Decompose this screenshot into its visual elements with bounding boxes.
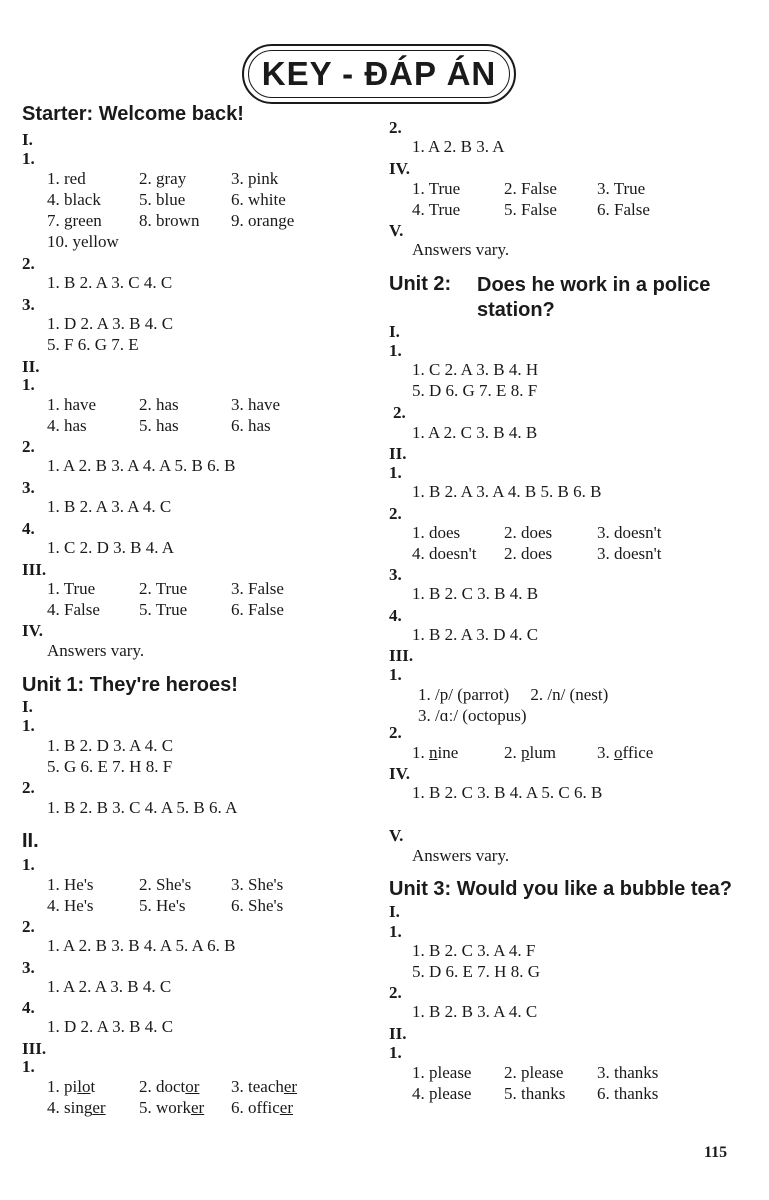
title-frame-inner bbox=[248, 50, 510, 98]
answer: 6. False bbox=[597, 200, 650, 219]
answer-line: 1. B 2. A 3. C 4. C bbox=[47, 273, 173, 292]
answer: 7. green bbox=[47, 211, 102, 230]
answer: 2. does bbox=[504, 544, 553, 563]
exercise-label: 1. bbox=[22, 149, 35, 168]
roman-label: I. bbox=[389, 322, 400, 341]
answer-line: 1. B 2. A 3. A 4. B 5. B 6. B bbox=[412, 482, 602, 501]
exercise-label: 3. bbox=[22, 295, 35, 314]
exercise-label: 1. bbox=[22, 855, 35, 874]
answer: 5. worker bbox=[139, 1098, 205, 1117]
answer: 5. has bbox=[139, 416, 179, 435]
answer-line: 3. /ɑː/ (octopus) bbox=[418, 706, 527, 725]
roman-label: III. bbox=[389, 646, 414, 665]
answer: 6. thanks bbox=[597, 1084, 659, 1103]
answer-line: 1. C 2. D 3. B 4. A bbox=[47, 538, 175, 557]
answer-line: 5. D 6. G 7. E 8. F bbox=[412, 381, 538, 400]
answer-line: 1. B 2. C 3. B 4. A 5. C 6. B bbox=[412, 783, 603, 802]
exercise-label: 2. bbox=[389, 983, 402, 1002]
roman-label: IV. bbox=[389, 764, 410, 783]
answer: 6. white bbox=[231, 190, 286, 209]
answer: 6. She's bbox=[231, 896, 284, 915]
answer-line: 1. A 2. B 3. B 4. A 5. A 6. B bbox=[47, 936, 236, 955]
exercise-label: 2. bbox=[22, 778, 35, 797]
exercise-label: 4. bbox=[22, 519, 35, 538]
answer-line: 5. F 6. G 7. E bbox=[47, 335, 139, 354]
answer: 10. yellow bbox=[47, 232, 119, 251]
answer: 3. teacher bbox=[231, 1077, 298, 1096]
exercise-label: 2. bbox=[389, 504, 402, 523]
answer: 1. He's bbox=[47, 875, 94, 894]
answer-line: 1. B 2. A 3. A 4. C bbox=[47, 497, 172, 516]
exercise-label: 3. bbox=[22, 958, 35, 977]
section-heading-unit-2-prefix: Unit 2: bbox=[389, 273, 452, 295]
exercise-label: 1. bbox=[22, 1057, 35, 1076]
answer: 2. doctor bbox=[139, 1077, 200, 1096]
answer: 1. True bbox=[412, 179, 461, 198]
section-heading-unit-1: Unit 1: They're heroes! bbox=[22, 674, 238, 696]
exercise-label: 1. bbox=[389, 922, 402, 941]
answer: 5. True bbox=[139, 600, 188, 619]
exercise-label: 1. bbox=[22, 716, 35, 735]
answer: 3. thanks bbox=[597, 1063, 659, 1082]
answer: 3. doesn't bbox=[597, 523, 662, 542]
answer-line: 1. C 2. A 3. B 4. H bbox=[412, 360, 539, 379]
answer: 1. pilot bbox=[47, 1077, 96, 1096]
answer: 4. doesn't bbox=[412, 544, 477, 563]
title-frame bbox=[242, 44, 516, 104]
exercise-label: 1. bbox=[389, 341, 402, 360]
answer-line: 1. A 2. A 3. B 4. C bbox=[47, 977, 172, 996]
answer: 2. has bbox=[139, 395, 179, 414]
answer-line: 1. A 2. B 3. A bbox=[412, 137, 505, 156]
answer: 3. True bbox=[597, 179, 646, 198]
roman-label: II. bbox=[389, 444, 407, 463]
answer: 4. He's bbox=[47, 896, 94, 915]
answer-line: 5. G 6. E 7. H 8. F bbox=[47, 757, 173, 776]
roman-label: I. bbox=[389, 902, 400, 921]
exercise-label: 1. bbox=[389, 1043, 402, 1062]
roman-label: IV. bbox=[389, 159, 410, 178]
exercise-label: 2. bbox=[22, 254, 35, 273]
answer: 2. False bbox=[504, 179, 557, 198]
answer-line: 1. B 2. C 3. B 4. B bbox=[412, 584, 539, 603]
answer: 8. brown bbox=[139, 211, 200, 230]
roman-label: II. bbox=[22, 357, 40, 376]
page-title: KEY - ĐÁP ÁN bbox=[261, 55, 497, 92]
roman-label: III. bbox=[22, 1039, 47, 1058]
page-number: 115 bbox=[704, 1144, 728, 1161]
answer: 5. blue bbox=[139, 190, 186, 209]
answer: 4. False bbox=[47, 600, 100, 619]
answer: 3. She's bbox=[231, 875, 284, 894]
answer: 3. pink bbox=[231, 169, 279, 188]
exercise-label: 2. bbox=[389, 723, 402, 742]
exercise-label: 4. bbox=[22, 998, 35, 1017]
answer: 1. red bbox=[47, 169, 86, 188]
answer: 4. singer bbox=[47, 1098, 106, 1117]
answer-line: 1. A 2. C 3. B 4. B bbox=[412, 423, 538, 442]
answer-line: 1. /p/ (parrot) 2. /n/ (nest) bbox=[418, 685, 609, 704]
roman-label: II. bbox=[389, 1024, 407, 1043]
section-heading-unit-2-title: Does he work in a police station? bbox=[477, 274, 711, 321]
exercise-label: 2. bbox=[22, 917, 35, 936]
answer: 1. have bbox=[47, 395, 97, 414]
answer: 9. orange bbox=[231, 211, 295, 230]
exercise-label: 2. bbox=[22, 437, 35, 456]
roman-label: I. bbox=[22, 130, 33, 149]
roman-label: III. bbox=[22, 560, 47, 579]
answer: 2. True bbox=[139, 579, 188, 598]
answer: 3. False bbox=[231, 579, 284, 598]
answer: 3. office bbox=[597, 743, 654, 762]
exercise-label: 1. bbox=[389, 463, 402, 482]
answer: 2. plum bbox=[504, 743, 556, 762]
answer: 1. does bbox=[412, 523, 461, 542]
exercise-label: 3. bbox=[389, 565, 402, 584]
answer: 4. black bbox=[47, 190, 101, 209]
roman-label: V. bbox=[389, 826, 404, 845]
answer-line: 1. D 2. A 3. B 4. C bbox=[47, 314, 174, 333]
roman-label: V. bbox=[389, 221, 404, 240]
answer-line: Answers vary. bbox=[412, 240, 510, 259]
answer: 4. has bbox=[47, 416, 87, 435]
answer: 6. False bbox=[231, 600, 284, 619]
section-heading-unit-3: Unit 3: Would you like a bubble tea? bbox=[389, 878, 732, 900]
answer-line: 1. B 2. B 3. C 4. A 5. B 6. A bbox=[47, 798, 238, 817]
roman-label: II. bbox=[22, 830, 39, 852]
answer-line: 1. D 2. A 3. B 4. C bbox=[47, 1017, 174, 1036]
exercise-label: 1. bbox=[389, 665, 402, 684]
answer-line: Answers vary. bbox=[47, 641, 145, 660]
answer: 5. He's bbox=[139, 896, 186, 915]
answer: 5. thanks bbox=[504, 1084, 566, 1103]
roman-label: IV. bbox=[22, 621, 43, 640]
exercise-label: 1. bbox=[22, 375, 35, 394]
exercise-label: 2. bbox=[393, 403, 406, 422]
answer-line: Answers vary. bbox=[412, 846, 510, 865]
answer: 6. officer bbox=[231, 1098, 294, 1117]
answer: 2. gray bbox=[139, 169, 187, 188]
answer: 1. please bbox=[412, 1063, 472, 1082]
answer: 1. nine bbox=[412, 743, 459, 762]
exercise-label: 2. bbox=[389, 118, 402, 137]
roman-label: I. bbox=[22, 697, 33, 716]
exercise-label: 3. bbox=[22, 478, 35, 497]
answer: 3. doesn't bbox=[597, 544, 662, 563]
answer-line: 5. D 6. E 7. H 8. G bbox=[412, 962, 540, 981]
answer: 6. has bbox=[231, 416, 271, 435]
exercise-label: 4. bbox=[389, 606, 402, 625]
answer-line: 1. A 2. B 3. A 4. A 5. B 6. B bbox=[47, 456, 236, 475]
answer: 4. True bbox=[412, 200, 461, 219]
answer: 3. have bbox=[231, 395, 281, 414]
answer: 2. She's bbox=[139, 875, 192, 894]
answer-line: 1. B 2. A 3. D 4. C bbox=[412, 625, 539, 644]
answer: 5. False bbox=[504, 200, 557, 219]
answer: 2. does bbox=[504, 523, 553, 542]
answer-line: 1. B 2. D 3. A 4. C bbox=[47, 736, 174, 755]
answer-line: 1. B 2. B 3. A 4. C bbox=[412, 1002, 538, 1021]
answer-line: 1. B 2. C 3. A 4. F bbox=[412, 941, 536, 960]
answer: 4. please bbox=[412, 1084, 472, 1103]
answer: 1. True bbox=[47, 579, 96, 598]
answer: 2. please bbox=[504, 1063, 564, 1082]
section-heading-starter: Starter: Welcome back! bbox=[22, 103, 244, 125]
